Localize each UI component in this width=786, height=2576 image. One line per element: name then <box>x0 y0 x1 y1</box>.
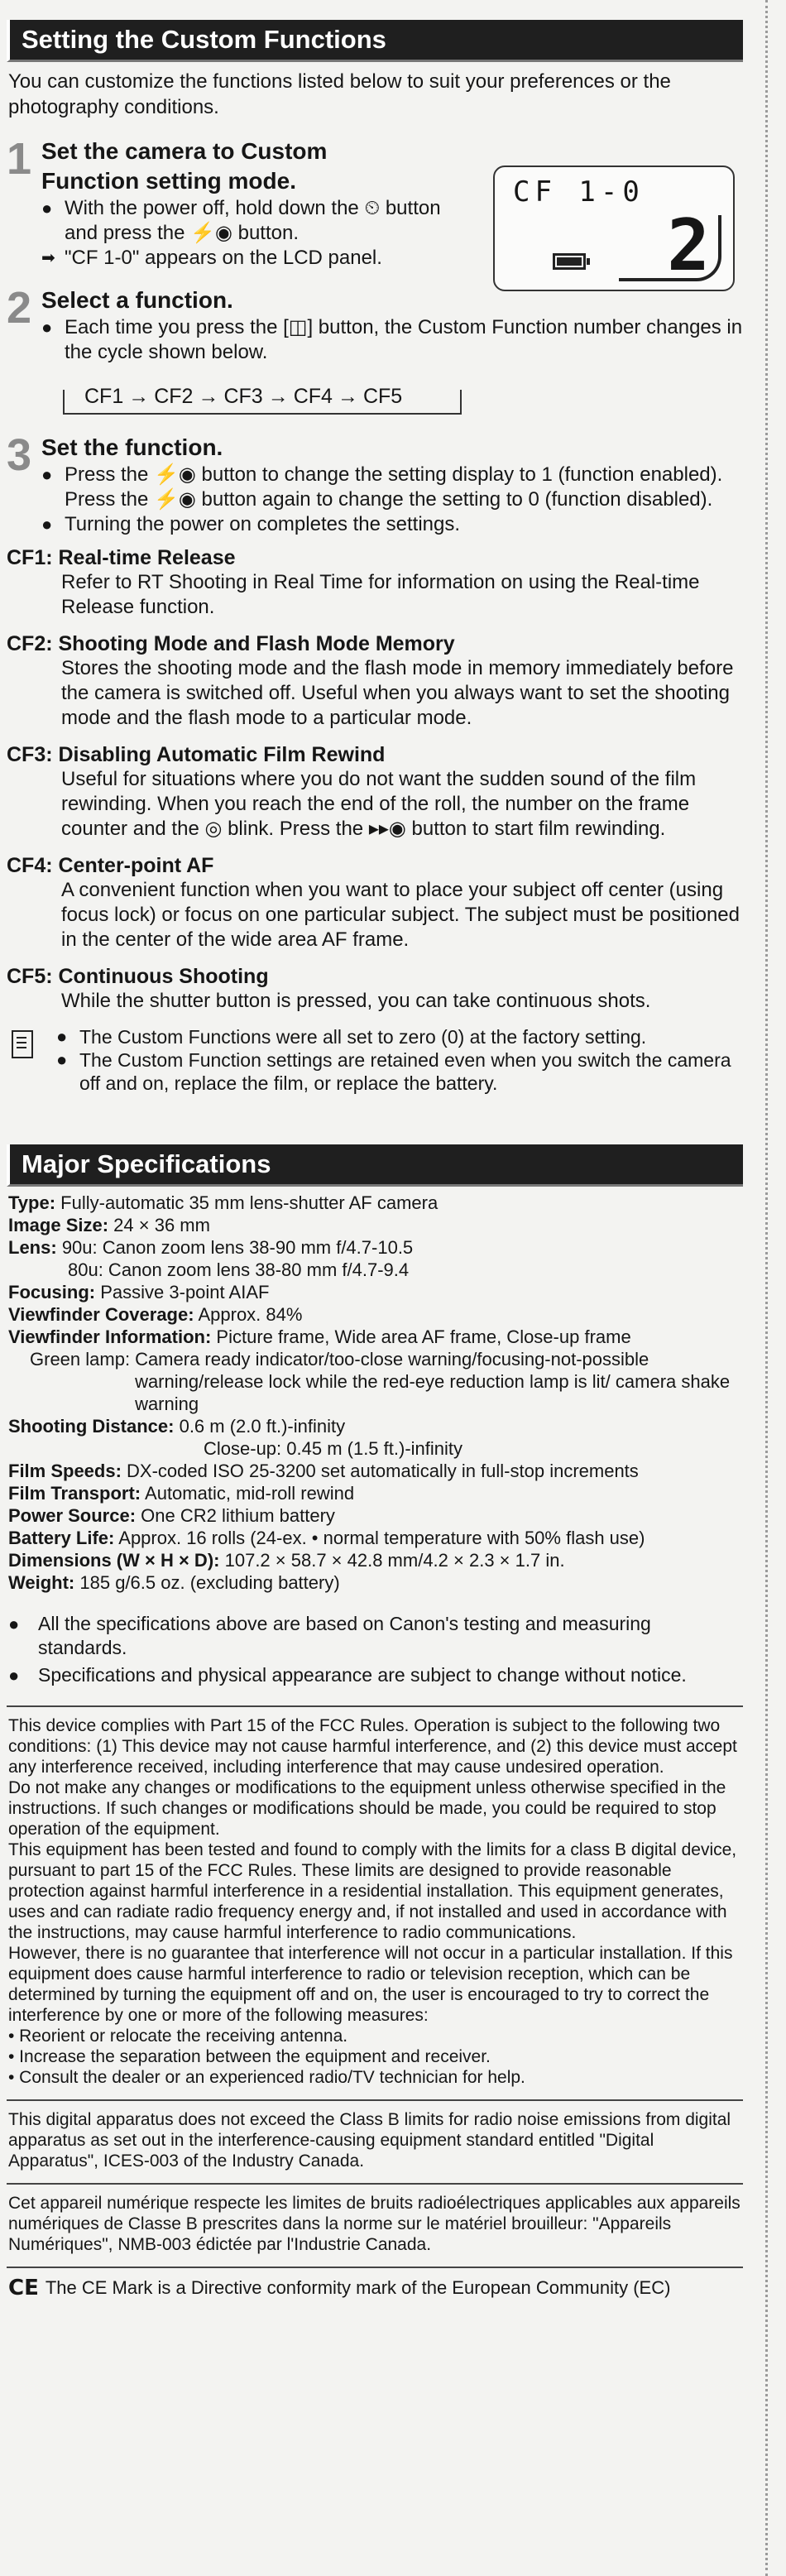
step-2 <box>7 285 743 365</box>
cf-title: CF4: Center-point AF <box>7 854 214 877</box>
lcd-digit: 2 <box>667 204 710 287</box>
spec-row <box>8 1326 741 1348</box>
page-content <box>7 20 743 2306</box>
ce-statement <box>8 2276 741 2300</box>
spec-value: 24 × 36 mm <box>113 1215 210 1235</box>
spec-value: One CR2 lithium battery <box>141 1505 335 1526</box>
cf-item <box>7 742 743 842</box>
section-title-custom-functions: Setting the Custom Functions <box>7 20 743 62</box>
spec-value: 185 g/6.5 oz. (excluding battery) <box>79 1572 340 1593</box>
spec-row <box>8 1437 741 1460</box>
spec-value: DX-coded ISO 25-3200 set automatically in full-stop increments <box>127 1461 639 1481</box>
cycle-items <box>81 385 405 409</box>
cf-body: While the shutter button is pressed, you can take continuous shots. <box>61 990 651 1012</box>
cycle-item: CF5 <box>362 385 403 408</box>
step-bullet: ● Press the ⚡◉ button to change the setting display to 1 (function enabled). <box>41 463 743 487</box>
intro-text: You can customize the functions listed below to suit your preferences or the photography conditions. <box>8 70 671 118</box>
step-title-line: Set the camera to Custom <box>41 138 328 164</box>
spec-row <box>8 1236 741 1259</box>
cycle-item: CF3 <box>223 385 263 408</box>
step-body <box>41 196 472 271</box>
ce-mark-icon: CE <box>8 2276 39 2300</box>
cf-item <box>7 853 743 952</box>
fcc-paragraph: However, there is no guarantee that interference will not occur in a particular installation. If this equipment does cause harmful interference to radio or television reception, which can be determined by turning the equipment off and on, the user is encouraged to try to correct the interference by one or more of the following measures: <box>8 1944 733 2025</box>
section-title-specifications: Major Specifications <box>7 1144 743 1187</box>
spec-label: Type: <box>8 1192 56 1213</box>
french-statement: Cet appareil numérique respecte les limites de bruits radioélectriques applicables aux appareils numériques de Classe B prescrites dans la norme sur le matériel brouilleur: "Appareils Numériques", NMB-003 édictée par l'Industrie Canada. <box>8 2194 740 2254</box>
spec-row <box>8 1504 741 1527</box>
spec-value: Passive 3-point AIAF <box>100 1282 270 1302</box>
step-title-line: Function setting mode. <box>41 168 296 194</box>
fcc-paragraph: This equipment has been tested and found to comply with the limits for a class B digital device, pursuant to part 15 of the FCC Rules. These limits are designed to provide reasonable protection against harmful interference in a residential installation. This equipment generates, uses and can radiate radio frequency energy and, if not installed and used in accordance with the instructions, may cause harmful interference to radio communications. <box>8 1840 737 1942</box>
spec-row <box>8 1348 741 1415</box>
step-number: 1 <box>7 134 32 184</box>
cf-item <box>7 545 743 620</box>
spec-label: Power Source: <box>8 1505 137 1526</box>
cf-cycle-diagram <box>56 385 470 418</box>
step-title: Select a function. <box>41 287 233 313</box>
spec-label: Image Size: <box>8 1215 109 1235</box>
spec-label: Viewfinder Coverage: <box>8 1304 194 1325</box>
fcc-measure: • Reorient or relocate the receiving antenna. <box>8 2027 348 2046</box>
spec-label: Film Speeds: <box>8 1461 122 1481</box>
cf-body: Stores the shooting mode and the flash mode in memory immediately before the camera is switched off. Useful when you always want to set the shooting mode and the flash mode to a particular mode. <box>61 657 734 729</box>
spec-note: ● Specifications and physical appearance are subject to change without notice. <box>8 1663 743 1687</box>
step-bullet: ● Turning the power on completes the settings. <box>41 512 743 537</box>
lcd-text: CF 1-0 <box>513 175 645 209</box>
step-bullet: ● Each time you press the [◫] button, the Custom Function number changes in the cycle shown below. <box>41 315 743 365</box>
spec-row <box>8 1259 741 1281</box>
step-title: Set the function. <box>41 434 223 460</box>
divider <box>7 1705 743 1707</box>
spec-row <box>8 1482 741 1504</box>
spec-value: 0.6 m (2.0 ft.)-infinity <box>179 1416 346 1437</box>
spec-row <box>8 1460 741 1482</box>
arrow-icon: → <box>128 385 150 408</box>
spec-row <box>8 1281 741 1303</box>
spec-value: 80u: Canon zoom lens 38-80 mm f/4.7-9.4 <box>68 1259 410 1280</box>
industry-canada-statement: This digital apparatus does not exceed the Class B limits for radio noise emissions from digital apparatus as set out in the interference-causing equipment standard entitled "Digital Apparatus", ICES-003 of the Industry Canada. <box>8 2110 731 2171</box>
note-item: ● The Custom Function settings are retained even when you switch the camera off and on, replace the film, or replace the battery. <box>56 1048 743 1095</box>
cf-item <box>7 631 743 731</box>
step-3 <box>7 430 743 537</box>
cf-title: CF1: Real-time Release <box>7 546 236 569</box>
fcc-measure: • Consult the dealer or an experienced radio/TV technician for help. <box>8 2068 525 2087</box>
spec-label: Green lamp: <box>30 1349 131 1370</box>
note-list <box>56 1025 743 1095</box>
spec-row <box>8 1549 741 1571</box>
step-number: 3 <box>7 430 32 480</box>
spec-list <box>8 1192 741 1594</box>
spec-row <box>8 1571 741 1594</box>
fcc-paragraph: This device complies with Part 15 of the FCC Rules. Operation is subject to the following two conditions: (1) This device may not cause harmful interference, and (2) this device must accept any interference received, including interference that may cause undesired operation. <box>8 1716 737 1777</box>
spec-value: Approx. 16 rolls (24-ex. • normal temperature with 50% flash use) <box>118 1528 645 1548</box>
spec-label: Shooting Distance: <box>8 1416 175 1437</box>
arrow-icon: → <box>198 385 219 408</box>
note-block <box>7 1025 743 1095</box>
cf-item <box>7 964 743 1014</box>
arrow-icon: → <box>267 385 289 408</box>
spec-row <box>8 1214 741 1236</box>
spec-value: Approx. 84% <box>198 1304 303 1325</box>
spec-value: Fully-automatic 35 mm lens-shutter AF camera <box>60 1192 439 1213</box>
ce-text: The CE Mark is a Directive conformity mark of the European Community (EC) <box>45 2277 671 2298</box>
cycle-item: CF4 <box>293 385 333 408</box>
cf-body: Refer to RT Shooting in Real Time for information on using the Real-time Release function. <box>61 571 700 618</box>
step-1 <box>7 134 743 277</box>
spec-value: Automatic, mid-roll rewind <box>145 1483 355 1504</box>
spec-value: 107.2 × 58.7 × 42.8 mm/4.2 × 2.3 × 1.7 in. <box>224 1550 565 1571</box>
step-number: 2 <box>7 283 32 333</box>
spec-value: Close-up: 0.45 m (1.5 ft.)-infinity <box>204 1438 463 1459</box>
spec-label: Viewfinder Information: <box>8 1326 212 1347</box>
divider <box>7 2267 743 2268</box>
spec-note: ● All the specifications above are based on Canon's testing and measuring standards. <box>8 1612 743 1660</box>
spec-label: Weight: <box>8 1572 75 1593</box>
step-result: ➡ "CF 1-0" appears on the LCD panel. <box>41 246 472 271</box>
arrow-icon: → <box>337 385 358 408</box>
fcc-measure: • Increase the separation between the equipment and receiver. <box>8 2047 491 2066</box>
spec-value: Picture frame, Wide area AF frame, Close-up frame <box>216 1326 631 1347</box>
spec-row <box>8 1303 741 1326</box>
spec-label: Lens: <box>8 1237 57 1258</box>
cf-title: CF3: Disabling Automatic Film Rewind <box>7 743 386 766</box>
cf-body: A convenient function when you want to place your subject off center (using focus lock) or focus on one particular subject. The subject must be positioned in the center of the wide area AF frame. <box>61 879 740 951</box>
cycle-item: CF2 <box>154 385 194 408</box>
note-item: ● The Custom Functions were all set to zero (0) at the factory setting. <box>56 1025 743 1048</box>
spec-label: Dimensions (W × H × D): <box>8 1550 220 1571</box>
spec-row <box>8 1527 741 1549</box>
spec-row <box>8 1192 741 1214</box>
spec-label: Focusing: <box>8 1282 96 1302</box>
step-title <box>41 137 405 196</box>
cycle-item: CF1 <box>84 385 124 408</box>
step-body <box>41 463 743 537</box>
step-bullet: ● With the power off, hold down the ⏲ button and press the ⚡◉ button. <box>41 196 472 246</box>
divider <box>7 2183 743 2185</box>
spec-label: Film Transport: <box>8 1483 141 1504</box>
cf-title: CF2: Shooting Mode and Flash Mode Memory <box>7 632 455 655</box>
fcc-paragraph: Do not make any changes or modifications to the equipment unless otherwise specified in the instructions. If such changes or modifications should be made, you could be required to stop operation of the equipment. <box>8 1778 726 1839</box>
step-body <box>41 315 743 365</box>
cf-title: CF5: Continuous Shooting <box>7 965 269 988</box>
spec-label: Battery Life: <box>8 1528 115 1548</box>
divider <box>7 2099 743 2101</box>
spec-value: 90u: Canon zoom lens 38-90 mm f/4.7-10.5 <box>61 1237 414 1258</box>
memo-icon <box>12 1030 33 1058</box>
spec-notes <box>8 1612 743 1687</box>
spec-row <box>8 1415 741 1437</box>
cf-body: Useful for situations where you do not want the sudden sound of the film rewinding. When you reach the end of the roll, the number on the frame counter and the ◎ blink. Press the ▸▸◉ button to start film rewinding. <box>61 768 697 840</box>
spec-value: Camera ready indicator/too-close warning/focusing-not-possible warning/release lock while the red-eye reduction lamp is lit/ camera shake warning <box>135 1349 731 1414</box>
fcc-statement <box>8 1715 741 2088</box>
perforation-edge <box>765 0 768 2576</box>
step-extra: Press the ⚡◉ button again to change the setting to 0 (function disabled). <box>65 488 713 511</box>
